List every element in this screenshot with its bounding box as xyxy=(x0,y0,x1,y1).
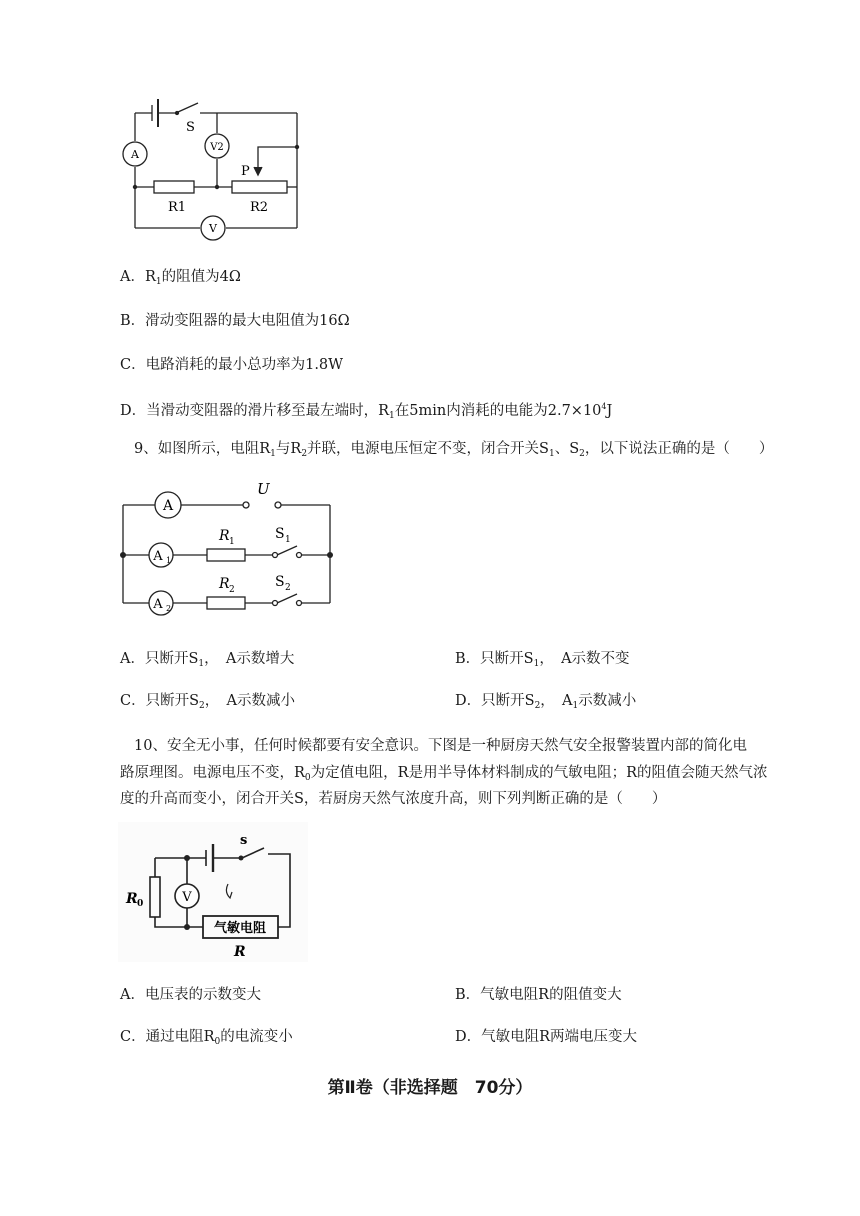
r-label: R xyxy=(234,944,246,960)
r2-label: R2 xyxy=(250,200,269,215)
ammeter-a-label: A xyxy=(162,498,174,514)
r1-sub: 1 xyxy=(229,537,235,547)
ammeter-a1-sub: 1 xyxy=(166,556,172,565)
q10-stem-line-2: 路原理图。电源电压不变，$R_0$为定值电阻，R是用半导体材料制成的气敏电阻；R的阻值会随天然气浓 xyxy=(120,765,768,783)
q9-option-b: B．只断开$S_1$， A示数不变 xyxy=(455,651,630,669)
voltmeter-v2-label: V2 xyxy=(210,142,224,153)
r1-label: R1 xyxy=(168,200,187,215)
s1-sub: 1 xyxy=(285,535,291,545)
q9-stem: 9、如图所示，电阻$R_1$与$R_2$并联，电源电压恒定不变，闭合开关$S_1$、$S_2$，以下说法正确的是（ ） xyxy=(134,441,774,459)
slider-label: P xyxy=(241,164,250,179)
r2-sub: 2 xyxy=(229,585,235,595)
r0-label: R xyxy=(126,891,138,907)
ammeter-label: A xyxy=(131,148,139,161)
switch-label: S xyxy=(186,120,195,135)
q10-option-b: B．气敏电阻R的阻值变大 xyxy=(455,987,622,1003)
q9-option-c: C．只断开$S_2$， A示数减小 xyxy=(120,693,295,711)
voltmeter-v-label: V xyxy=(209,222,217,235)
q10-option-c: C．通过电阻$R_0$的电流变小 xyxy=(120,1029,293,1047)
q10-stem-line-3: 度的升高而变小，闭合开关S，若厨房天然气浓度升高，则下列判断正确的是（ ） xyxy=(120,791,667,807)
r0-sub: 0 xyxy=(137,899,144,909)
switch-label: s xyxy=(240,833,248,848)
q8-option-c: C．电路消耗的最小总功率为1.8W xyxy=(120,357,344,373)
q8-option-a: A．$R_1$的阻值为4Ω xyxy=(120,269,241,287)
q8-option-d: D．当滑动变阻器的滑片移至最左端时，$R_1$在5min内消耗的电能为$2.7\times 10^4J$ xyxy=(120,402,613,421)
circuit-figure-q8 xyxy=(110,95,320,245)
ammeter-a2-sub: 2 xyxy=(166,604,172,613)
gas-sensor-label: 气敏电阻 xyxy=(213,921,267,936)
circuit-figure-q10 xyxy=(118,822,308,962)
q8-option-b: B．滑动变阻器的最大电阻值为16Ω xyxy=(120,313,350,329)
ammeter-a1-label: A xyxy=(153,549,163,564)
q10-stem-line-1: 10、安全无小事，任何时候都要有安全意识。下图是一种厨房天然气安全报警装置内部的简化电 xyxy=(134,738,747,754)
circuit-figure-q9 xyxy=(115,478,345,618)
source-label: U xyxy=(257,480,270,498)
voltmeter-label: V xyxy=(182,890,192,905)
r1-label: R xyxy=(219,528,230,544)
q9-option-d: D．只断开$S_2$， $A_1$示数减小 xyxy=(455,693,637,711)
q10-option-a: A．电压表的示数变大 xyxy=(120,987,261,1003)
s1-label: S xyxy=(275,526,285,542)
section-title: 第Ⅱ卷（非选择题 70分） xyxy=(327,1078,533,1098)
s2-sub: 2 xyxy=(285,583,291,593)
s2-label: S xyxy=(275,574,285,590)
r2-label: R xyxy=(219,576,230,592)
q10-option-d: D．气敏电阻R两端电压变大 xyxy=(455,1029,638,1045)
ammeter-a2-label: A xyxy=(153,597,163,612)
q9-option-a: A．只断开$S_1$， A示数增大 xyxy=(120,651,295,669)
